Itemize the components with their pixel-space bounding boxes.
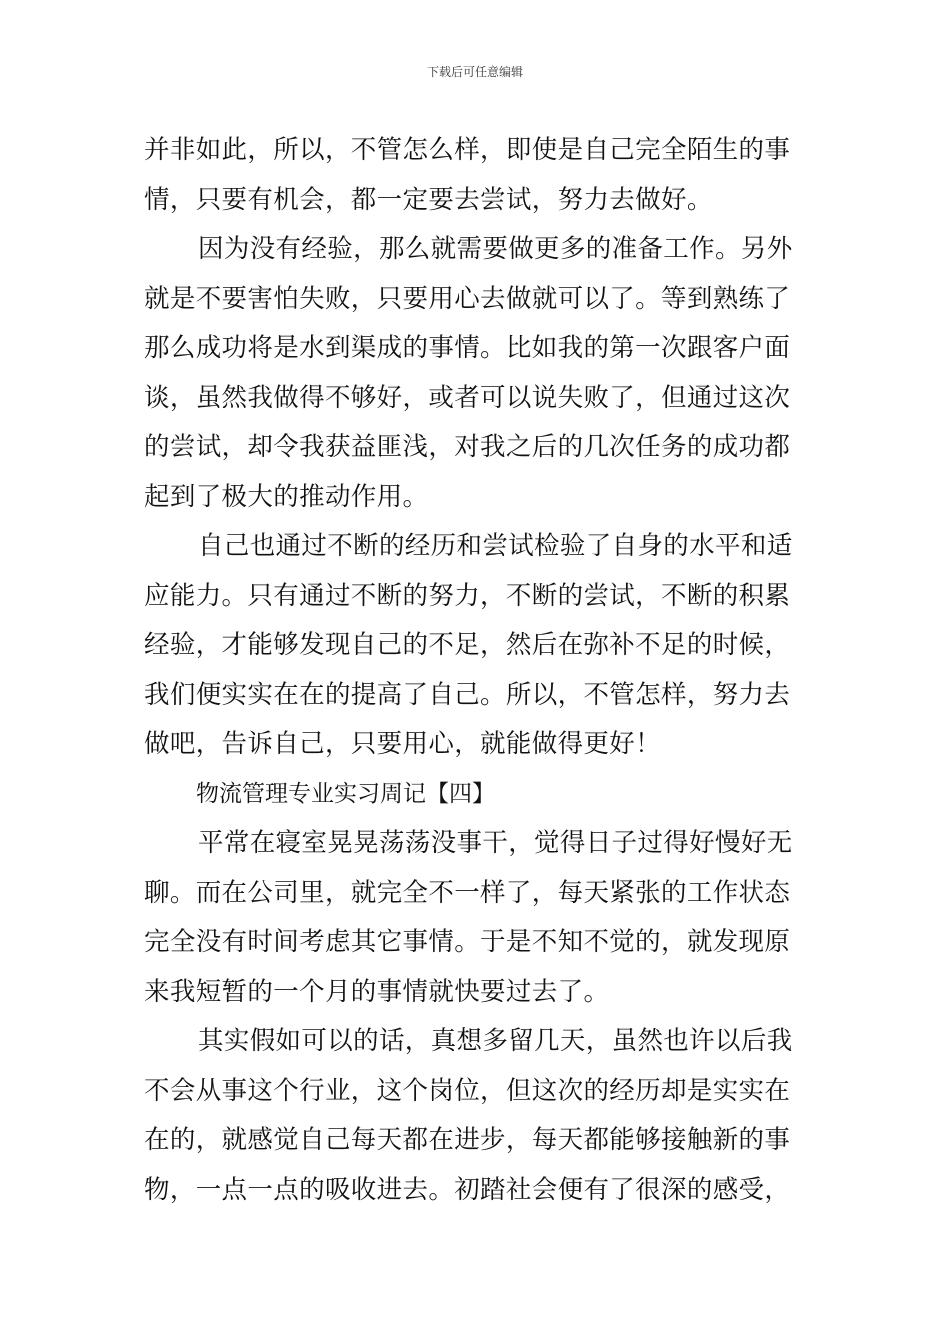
text-line: 我们便实实在在的提高了自己。所以，不管怎样，努力去 [144, 679, 791, 710]
text-line: 情，只要有机会，都一定要去尝试，努力去做好。 [144, 184, 713, 215]
paragraph-start-line: 其实假如可以的话，真想多留几天，虽然也许以后我 [198, 1026, 793, 1056]
text-line: 起到了极大的推动作用。 [144, 481, 429, 512]
section-title: 物流管理专业实习周记【四】 [196, 780, 495, 807]
document-body [144, 126, 808, 1215]
text-line: 谈，虽然我做得不够好，或者可以说失败了，但通过这次 [144, 382, 791, 413]
paragraph-start-line: 因为没有经验，那么就需要做更多的准备工作。另外 [198, 234, 793, 264]
text-line: 就是不要害怕失败，只要用心去做就可以了。等到熟练了 [144, 283, 791, 314]
text-line: 聊。而在公司里，就完全不一样了，每天紧张的工作状态 [144, 877, 791, 908]
paragraph-start-line: 自己也通过不断的经历和尝试检验了自身的水平和适 [198, 531, 793, 561]
text-line: 来我短暂的一个月的事情就快要过去了。 [144, 976, 610, 1007]
text-line: 不会从事这个行业，这个岗位，但这次的经历却是实实在 [144, 1075, 791, 1106]
text-line: 做吧，告诉自己，只要用心，就能做得更好！ [144, 729, 662, 759]
text-line: 物，一点一点的吸收进去。初踏社会便有了很深的感受， [144, 1174, 791, 1205]
text-line: 应能力。只有通过不断的努力，不断的尝试，不断的积累 [144, 580, 791, 611]
text-line: 并非如此，所以，不管怎么样，即使是自己完全陌生的事 [144, 135, 791, 165]
text-line: 的尝试，却令我获益匪浅，对我之后的几次任务的成功都 [144, 432, 791, 462]
text-line: 完全没有时间考虑其它事情。于是不知不觉的，就发现原 [144, 927, 791, 957]
text-line: 那么成功将是水到渠成的事情。比如我的第一次跟客户面 [144, 333, 791, 363]
page-header: 下载后可任意编辑 [426, 65, 523, 79]
text-line: 在的，就感觉自己每天都在进步，每天都能够接触新的事 [144, 1125, 791, 1155]
text-line: 经验，才能够发现自己的不足，然后在弥补不足的时候， [144, 630, 791, 660]
paragraph-start-line: 平常在寝室晃晃荡荡没事干，觉得日子过得好慢好无 [198, 828, 793, 858]
